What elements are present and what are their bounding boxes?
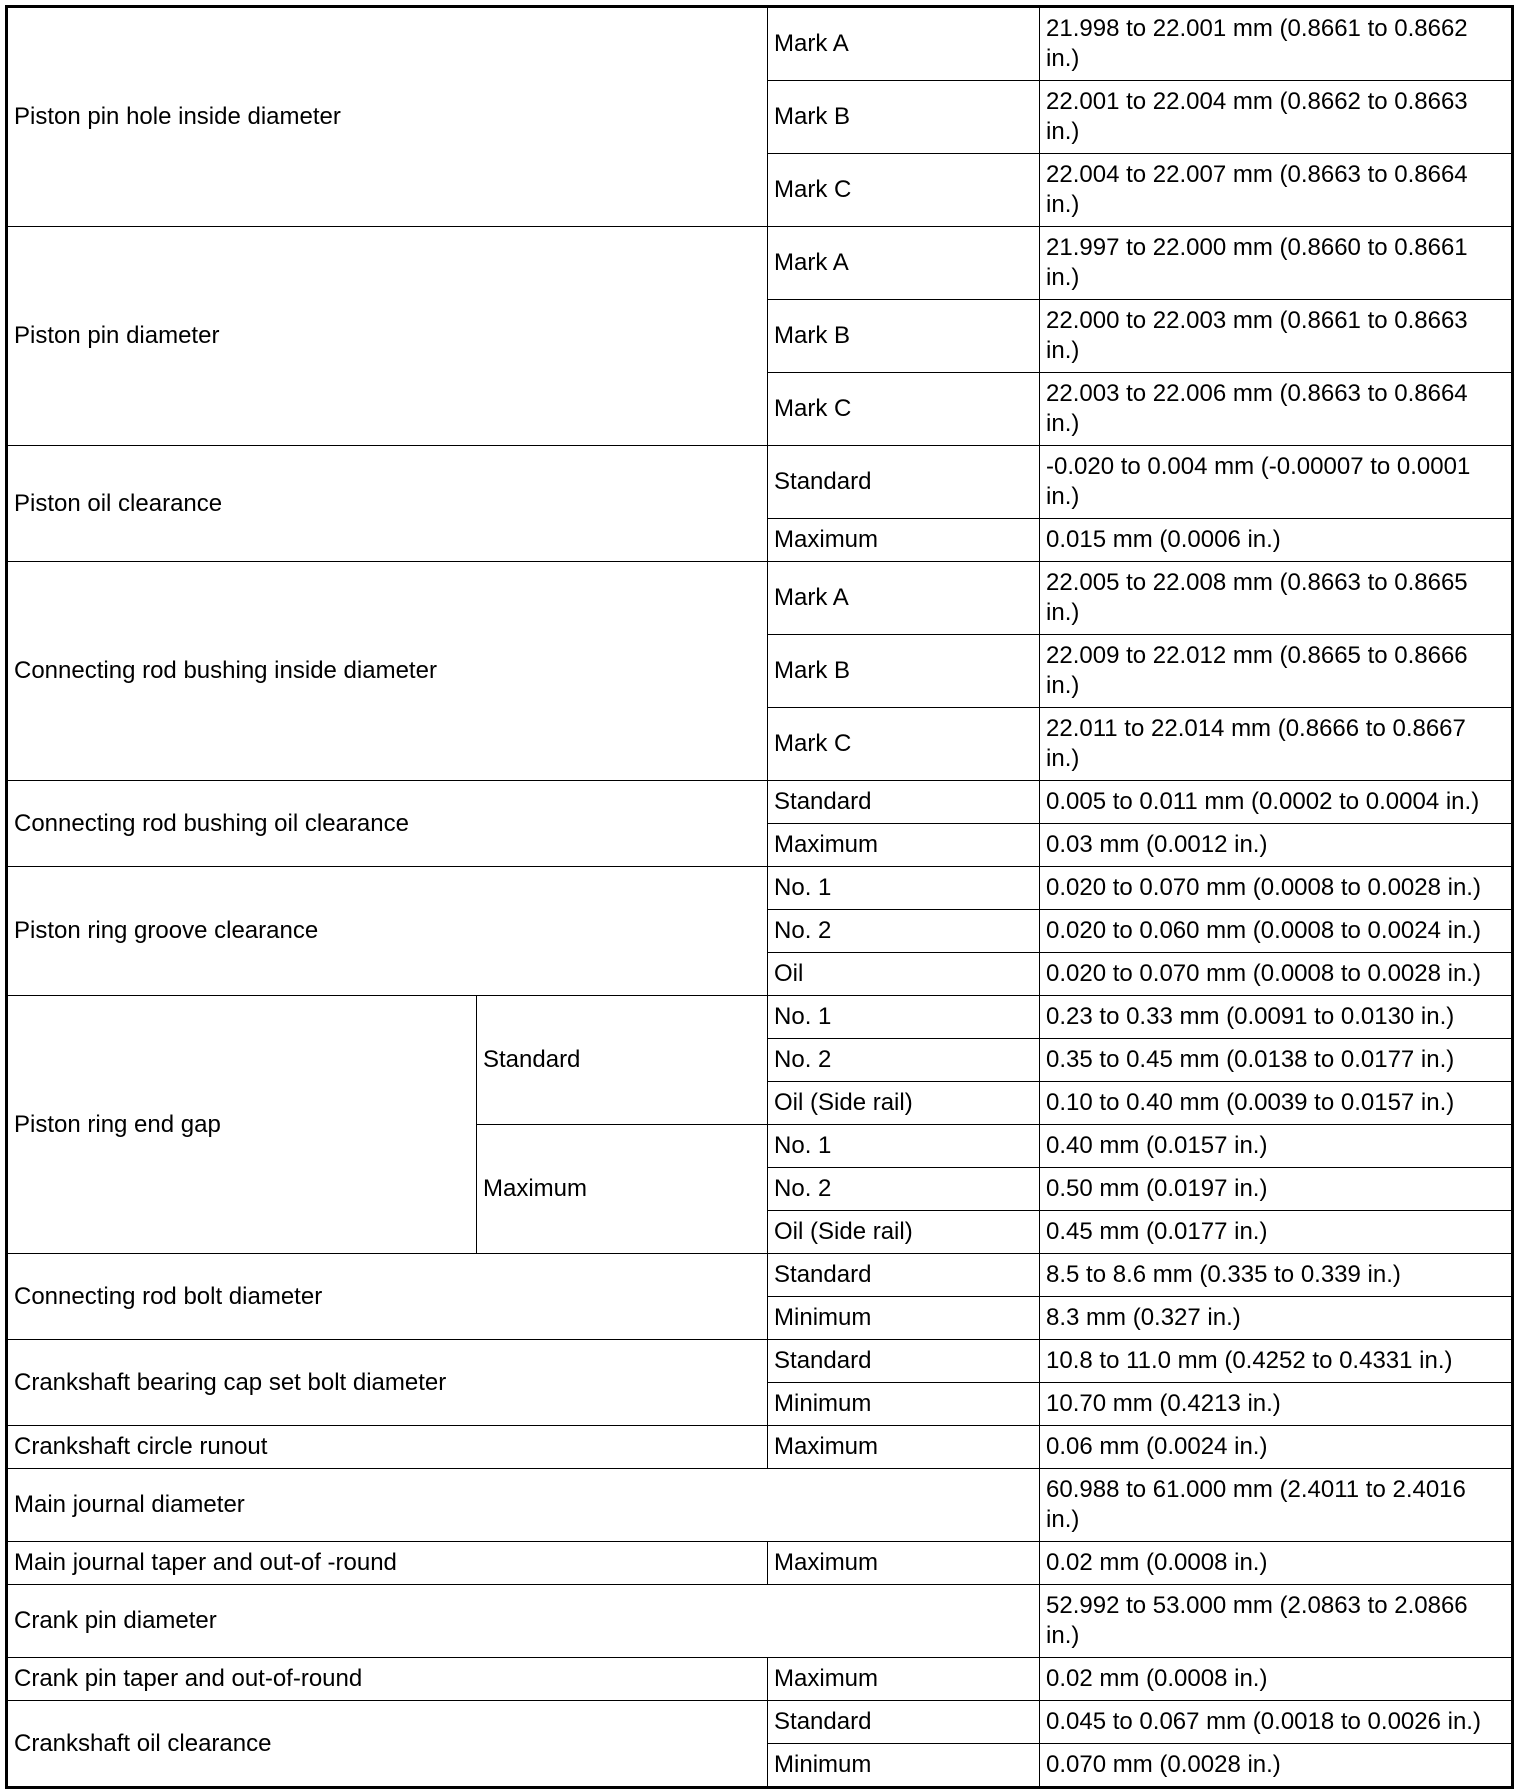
condition-cell: Minimum — [768, 1744, 1040, 1788]
value-cell: 21.997 to 22.000 mm (0.8660 to 0.8661 in.) — [1040, 227, 1513, 300]
spec-label: Connecting rod bushing inside diameter — [7, 562, 768, 781]
value-cell: 22.011 to 22.014 mm (0.8666 to 0.8667 in.) — [1040, 708, 1513, 781]
condition-cell: Maximum — [768, 519, 1040, 562]
table-row — [7, 1658, 1513, 1701]
condition-cell: No. 2 — [768, 910, 1040, 953]
condition-cell: Standard — [768, 1254, 1040, 1297]
spec-label: Crankshaft bearing cap set bolt diameter — [7, 1340, 768, 1426]
condition-cell: Mark A — [768, 227, 1040, 300]
value-cell: 22.003 to 22.006 mm (0.8663 to 0.8664 in.) — [1040, 373, 1513, 446]
condition-cell: Minimum — [768, 1383, 1040, 1426]
value-cell: 21.998 to 22.001 mm (0.8661 to 0.8662 in.) — [1040, 7, 1513, 81]
value-cell: 0.40 mm (0.0157 in.) — [1040, 1125, 1513, 1168]
spec-label: Piston pin hole inside diameter — [7, 7, 768, 227]
value-cell: 0.10 to 0.40 mm (0.0039 to 0.0157 in.) — [1040, 1082, 1513, 1125]
table-row — [7, 1542, 1513, 1585]
table-row — [7, 562, 1513, 635]
value-cell: 8.3 mm (0.327 in.) — [1040, 1297, 1513, 1340]
spec-label: Crank pin taper and out-of-round — [7, 1658, 768, 1701]
condition-cell: Mark C — [768, 708, 1040, 781]
spec-label: Crankshaft circle runout — [7, 1426, 768, 1469]
spec-page — [5, 5, 1514, 1789]
value-cell: 8.5 to 8.6 mm (0.335 to 0.339 in.) — [1040, 1254, 1513, 1297]
value-cell: 0.02 mm (0.0008 in.) — [1040, 1658, 1513, 1701]
spec-label: Piston ring groove clearance — [7, 867, 768, 996]
condition-cell: No. 1 — [768, 996, 1040, 1039]
condition-cell: Mark A — [768, 7, 1040, 81]
value-cell: 0.06 mm (0.0024 in.) — [1040, 1426, 1513, 1469]
condition-cell: No. 2 — [768, 1168, 1040, 1211]
condition-cell: No. 1 — [768, 867, 1040, 910]
table-row — [7, 1701, 1513, 1744]
condition-cell: Mark C — [768, 373, 1040, 446]
spec-label: Connecting rod bolt diameter — [7, 1254, 768, 1340]
condition-cell: Mark B — [768, 300, 1040, 373]
value-cell: 22.009 to 22.012 mm (0.8665 to 0.8666 in.) — [1040, 635, 1513, 708]
value-cell: 10.70 mm (0.4213 in.) — [1040, 1383, 1513, 1426]
value-cell: 0.50 mm (0.0197 in.) — [1040, 1168, 1513, 1211]
value-cell: 10.8 to 11.0 mm (0.4252 to 0.4331 in.) — [1040, 1340, 1513, 1383]
spec-table — [5, 5, 1514, 1789]
condition-cell: Mark B — [768, 81, 1040, 154]
spec-label: Connecting rod bushing oil clearance — [7, 781, 768, 867]
condition-cell: Minimum — [768, 1297, 1040, 1340]
condition-cell: Maximum — [768, 1542, 1040, 1585]
value-cell: 0.35 to 0.45 mm (0.0138 to 0.0177 in.) — [1040, 1039, 1513, 1082]
condition-cell: Mark A — [768, 562, 1040, 635]
condition-cell: Mark C — [768, 154, 1040, 227]
value-cell: 0.02 mm (0.0008 in.) — [1040, 1542, 1513, 1585]
table-row — [7, 781, 1513, 824]
spec-label: Main journal diameter — [7, 1469, 1040, 1542]
value-cell: 22.000 to 22.003 mm (0.8661 to 0.8663 in.) — [1040, 300, 1513, 373]
table-row — [7, 1254, 1513, 1297]
condition-cell: No. 1 — [768, 1125, 1040, 1168]
value-cell: 0.015 mm (0.0006 in.) — [1040, 519, 1513, 562]
condition-cell: Oil (Side rail) — [768, 1211, 1040, 1254]
condition-cell: Mark B — [768, 635, 1040, 708]
value-cell: 52.992 to 53.000 mm (2.0863 to 2.0866 in.) — [1040, 1585, 1513, 1658]
condition-cell: Standard — [768, 1701, 1040, 1744]
condition-cell: Maximum — [768, 1658, 1040, 1701]
table-row — [7, 1426, 1513, 1469]
condition-cell: Oil — [768, 953, 1040, 996]
value-cell: 0.020 to 0.070 mm (0.0008 to 0.0028 in.) — [1040, 867, 1513, 910]
spec-label: Piston oil clearance — [7, 446, 768, 562]
value-cell: 0.020 to 0.060 mm (0.0008 to 0.0024 in.) — [1040, 910, 1513, 953]
table-row — [7, 446, 1513, 519]
value-cell: 22.001 to 22.004 mm (0.8662 to 0.8663 in.) — [1040, 81, 1513, 154]
value-cell: 0.45 mm (0.0177 in.) — [1040, 1211, 1513, 1254]
value-cell: 0.045 to 0.067 mm (0.0018 to 0.0026 in.) — [1040, 1701, 1513, 1744]
table-row — [7, 1340, 1513, 1383]
value-cell: 0.23 to 0.33 mm (0.0091 to 0.0130 in.) — [1040, 996, 1513, 1039]
value-cell: 22.005 to 22.008 mm (0.8663 to 0.8665 in.) — [1040, 562, 1513, 635]
value-cell: 0.005 to 0.011 mm (0.0002 to 0.0004 in.) — [1040, 781, 1513, 824]
value-cell: 22.004 to 22.007 mm (0.8663 to 0.8664 in.) — [1040, 154, 1513, 227]
spec-label: Main journal taper and out-of -round — [7, 1542, 768, 1585]
spec-label: Piston ring end gap — [7, 996, 477, 1254]
value-cell: 0.020 to 0.070 mm (0.0008 to 0.0028 in.) — [1040, 953, 1513, 996]
table-row — [7, 867, 1513, 910]
condition-cell: Standard — [768, 781, 1040, 824]
spec-label: Piston pin diameter — [7, 227, 768, 446]
spec-label: Crank pin diameter — [7, 1585, 1040, 1658]
table-row — [7, 1585, 1513, 1658]
table-row — [7, 1469, 1513, 1542]
condition-cell: Standard — [768, 1340, 1040, 1383]
table-row — [7, 996, 1513, 1039]
condition-cell: No. 2 — [768, 1039, 1040, 1082]
condition-cell: Maximum — [768, 1426, 1040, 1469]
condition-cell: Standard — [768, 446, 1040, 519]
value-cell: -0.020 to 0.004 mm (-0.00007 to 0.0001 in.) — [1040, 446, 1513, 519]
table-row — [7, 7, 1513, 81]
table-row — [7, 227, 1513, 300]
value-cell: 0.070 mm (0.0028 in.) — [1040, 1744, 1513, 1788]
condition-cell: Maximum — [768, 824, 1040, 867]
spec-label: Crankshaft oil clearance — [7, 1701, 768, 1788]
value-cell: 60.988 to 61.000 mm (2.4011 to 2.4016 in.) — [1040, 1469, 1513, 1542]
condition-cell: Oil (Side rail) — [768, 1082, 1040, 1125]
subgroup-label: Standard — [477, 996, 768, 1125]
value-cell: 0.03 mm (0.0012 in.) — [1040, 824, 1513, 867]
subgroup-label: Maximum — [477, 1125, 768, 1254]
